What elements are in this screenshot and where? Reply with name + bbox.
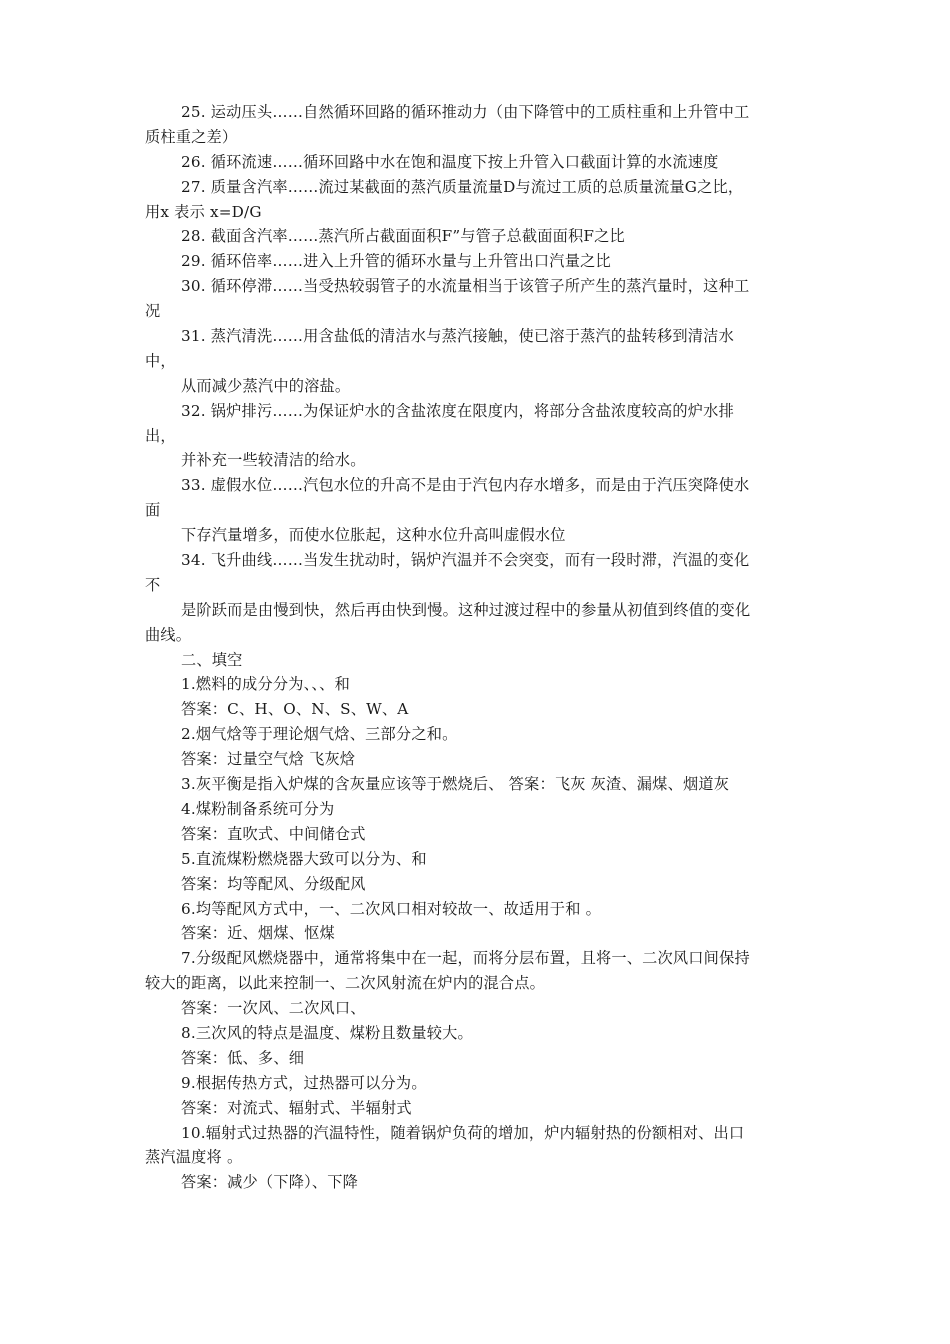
text-line: 答案：减少（下降）、下降	[181, 1173, 359, 1192]
text-line: 28. 截面含汽率……蒸汽所占截面面积F”与管子总截面面积F之比	[181, 227, 625, 246]
text-line: 25. 运动压头……自然循环回路的循环推动力（由下降管中的工质柱重和上升管中工	[181, 103, 750, 121]
text-line: 7.分级配风燃烧器中，通常将集中在一起，而将分层布置，且将一、二次风口间保持	[181, 949, 750, 968]
text-line: 答案：近、烟煤、怄煤	[181, 924, 335, 943]
text-line: 出，	[145, 426, 176, 445]
text-line: 2.烟气焓等于理论烟气焓、三部分之和。	[181, 725, 458, 744]
text-line: 8.三次风的特点是温度、煤粉且数量较大。	[181, 1023, 473, 1042]
text-line: 3.灰平衡是指入炉煤的含灰量应该等于燃烧后、 答案：飞灰 灰渣、漏煤、烟道灰	[181, 775, 730, 794]
text-line: 是阶跃而是由慢到快，然后再由快到慢。这种过渡过程中的参量从初值到终值的变化	[181, 600, 751, 619]
text-line: 答案：均等配风、分级配风	[181, 874, 366, 893]
text-line: 蒸汽温度将 。	[145, 1148, 243, 1167]
text-line: 质柱重之差）	[145, 127, 238, 146]
text-line: 4.煤粉制备系统可分为	[181, 799, 335, 818]
text-line: 31. 蒸汽清洗……用含盐低的清洁水与蒸汽接触，使已溶于蒸汽的盐转移到清洁水	[181, 327, 734, 346]
text-line: 34. 飞升曲线……当发生扰动时，锅炉汽温并不会突变，而有一段时滞，汽温的变化	[181, 551, 750, 570]
text-line: 答案：直吹式、中间储仓式	[181, 824, 366, 843]
text-line: 从而减少蒸汽中的溶盐。	[181, 376, 351, 395]
text-line: 29. 循环倍率……进入上升管的循环水量与上升管出口汽量之比	[181, 252, 611, 271]
text-line: 二、填空	[181, 650, 243, 669]
text-line: 5.直流煤粉燃烧器大致可以分为、和	[181, 849, 427, 868]
text-line: 下存汽量增多，而使水位胀起，这种水位升高叫虚假水位	[181, 526, 566, 545]
text-line: 答案：过量空气焓 飞灰焓	[181, 750, 356, 769]
text-line: 32. 锅炉排污……为保证炉水的含盐浓度在限度内，将部分含盐浓度较高的炉水排	[181, 401, 734, 420]
text-line: 27. 质量含汽率……流过某截面的蒸汽质量流量D与流过工质的总质量流量G之比，	[181, 177, 744, 196]
text-line: 9.根据传热方式，过热器可以分为。	[181, 1073, 427, 1092]
text-line: 曲线。	[145, 625, 192, 644]
text-line: 33. 虚假水位……汽包水位的升高不是由于汽包内存水增多，而是由于汽压突降使水	[181, 476, 750, 495]
text-line: 答案：对流式、辐射式、半辐射式	[181, 1098, 412, 1117]
text-line: 较大的距离，以此来控制一、二次风射流在炉内的混合点。	[145, 974, 546, 993]
text-line: 1.燃料的成分分为、、、和	[181, 675, 350, 694]
text-line: 30. 循环停滞……当受热较弱管子的水流量相当于该管子所产生的蒸汽量时，这种工	[181, 277, 750, 296]
text-line: 6.均等配风方式中，一、二次风口相对较故一、故适用于和 。	[181, 899, 601, 918]
text-line: 面	[145, 501, 161, 520]
text-line: 10.辐射式过热器的汽温特性，随着锅炉负荷的增加，炉内辐射热的份额相对、出口	[181, 1123, 745, 1142]
text-line: 用x 表示 x=D/G	[145, 202, 262, 221]
text-line: 况	[145, 302, 161, 321]
text-line: 26. 循环流速……循环回路中水在饱和温度下按上升管入口截面计算的水流速度	[181, 152, 719, 171]
text-line: 答案：C、H、O、N、S、W、A	[181, 700, 409, 719]
text-line: 并补充一些较清洁的给水。	[181, 451, 366, 470]
document-body	[145, 100, 815, 1195]
text-line: 答案：一次风、二次风口、	[181, 999, 366, 1018]
text-line: 中，	[145, 351, 176, 370]
text-line: 答案：低、多、细	[181, 1048, 305, 1067]
text-line: 不	[145, 575, 161, 594]
